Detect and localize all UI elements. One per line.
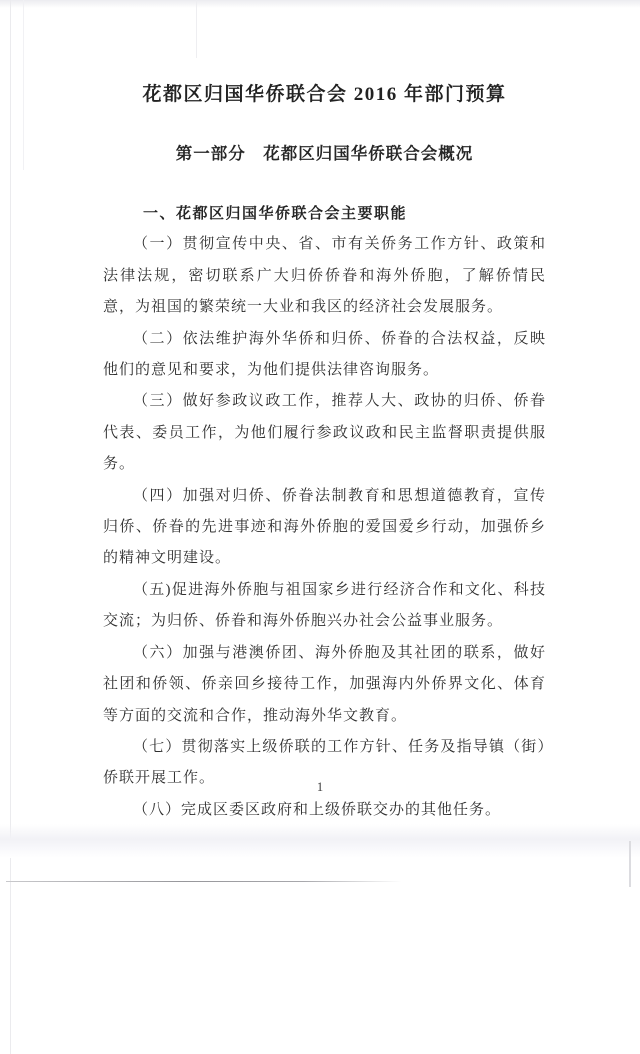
- body-paragraph: （四）加强对归侨、侨眷法制教育和思想道德教育，宣传归侨、侨眷的先进事迹和海外侨胞的爱国爱乡行动，加强侨乡的精神文明建设。: [103, 487, 546, 567]
- body-paragraph: （三）做好参政议政工作，推荐人大、政协的归侨、侨眷代表、委员工作，为他们履行参政议政和民主监督职责提供服务。: [103, 393, 546, 473]
- page-number: 1: [316, 780, 324, 794]
- body-paragraph: （一）贯彻宣传中央、省、市有关侨务工作方针、政策和法律法规，密切联系广大归侨侨眷和海外侨胞，了解侨情民意，为祖国的繁荣统一大业和我区的经济社会发展服务。: [103, 236, 546, 316]
- scan-artifact-left-line-2: [23, 0, 24, 170]
- scan-artifact-right-line: [629, 841, 631, 887]
- body-paragraph: （六）加强与港澳侨团、海外侨胞及其社团的联系，做好社团和侨领、侨亲回乡接待工作，加强海内外侨界文化、体育等方面的交流和合作，推动海外华文教育。: [103, 644, 546, 724]
- scan-artifact-bottom-band: [0, 824, 640, 858]
- document-title: 花都区归国华侨联合会 2016 年部门预算: [142, 84, 507, 105]
- section-heading: 一、花都区归国华侨联合会主要职能: [143, 205, 408, 222]
- document-content: [103, 0, 546, 826]
- body-paragraph: （七）贯彻落实上级侨联的工作方针、任务及指导镇（街）侨联开展工作。: [103, 738, 546, 787]
- body-paragraph: （二）依法维护海外华侨和归侨、侨眷的合法权益，反映他们的意见和要求，为他们提供法律咨询服务。: [103, 330, 546, 379]
- scan-artifact-bottom-shadow-line: [6, 881, 402, 882]
- body-paragraph: （八）完成区委区政府和上级侨联交办的其他任务。: [133, 801, 502, 818]
- body-paragraph: （五)促进海外侨胞与祖国家乡进行经济合作和文化、科技交流；为归侨、侨眷和海外侨胞兴办社会公益事业服务。: [103, 581, 546, 630]
- scan-artifact-left-line: [10, 0, 11, 1054]
- part-heading: 第一部分 花都区归国华侨联合会概况: [175, 144, 474, 163]
